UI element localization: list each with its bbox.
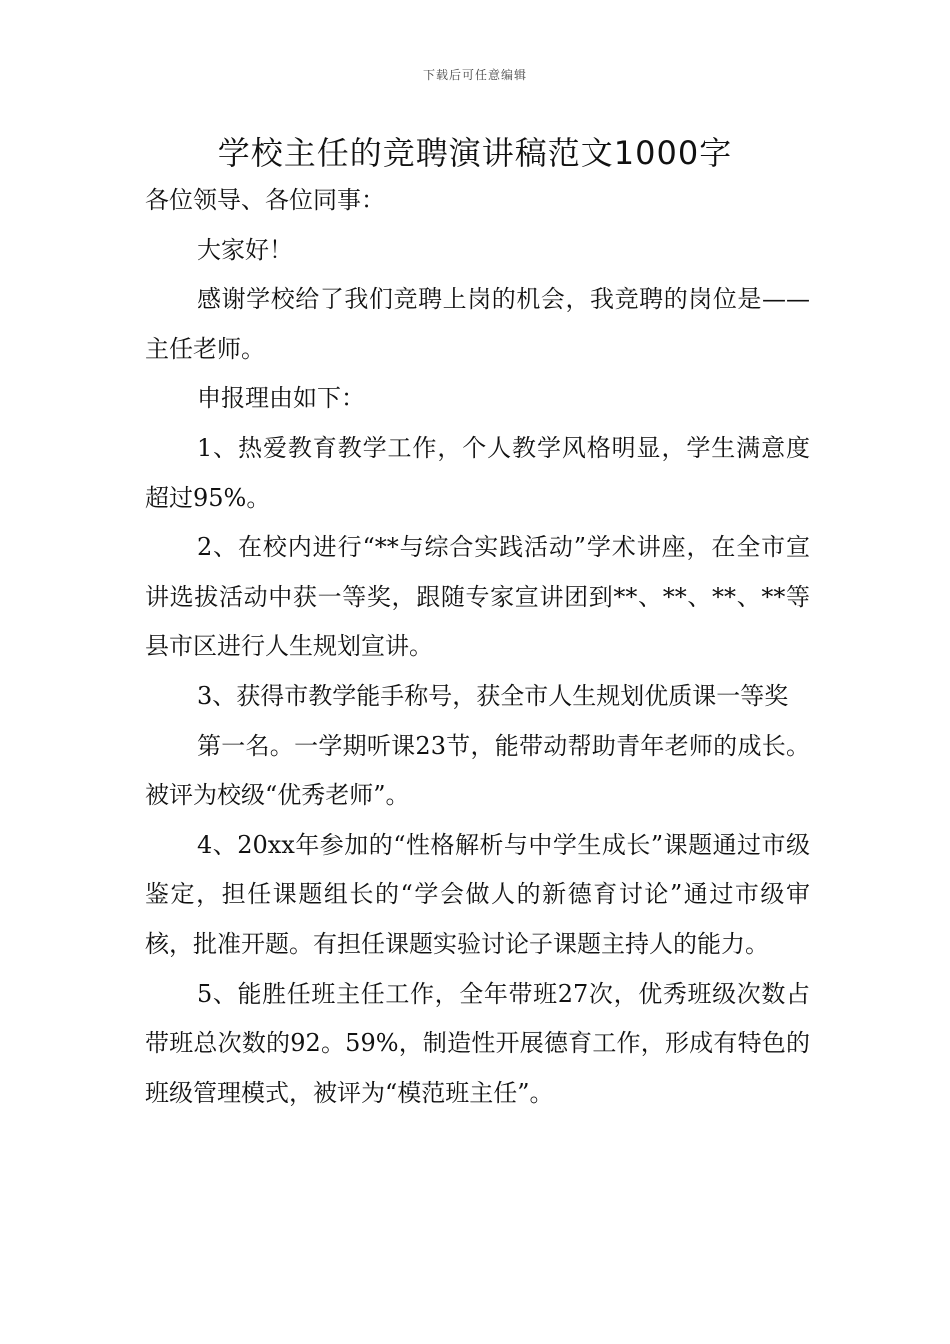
paragraph-reason-5: 5、能胜任班主任工作，全年带班27次，优秀班级次数占带班总次数的92。59%，制造性开展德育工作，形成有特色的班级管理模式，被评为“模范班主任”。 <box>145 979 810 1107</box>
salutation: 各位领导、各位同事： <box>145 186 385 214</box>
paragraph-greeting: 大家好！ <box>197 235 293 264</box>
document-title: 学校主任的竞聘演讲稿范文1000字 <box>217 134 733 172</box>
paragraph-reason-3-continued: 第一名。一学期听课23节，能带动帮助青年老师的成长。被评为校级“优秀老师”。 <box>145 731 810 810</box>
header-note: 下载后可任意编辑 <box>422 68 527 82</box>
paragraph-reason-1: 1、热爱教育教学工作，个人教学风格明显，学生满意度超过95%。 <box>145 433 810 512</box>
paragraph-reason-2: 2、在校内进行“**与综合实践活动”学术讲座，在全市宣讲选拔活动中获一等奖，跟随专家宣讲团到**、**、**、**等县市区进行人生规划宣讲。 <box>145 533 810 661</box>
paragraph-reason-4: 4、20xx年参加的“性格解析与中学生成长”课题通过市级鉴定，担任课题组长的“学会做人的新德育讨论”通过市级审核，批准开题。有担任课题实验讨论子课题主持人的能力。 <box>145 830 810 958</box>
paragraph-reason-3: 3、获得市教学能手称号，获全市人生规划优质课一等奖 <box>197 681 789 710</box>
paragraph-thanks: 感谢学校给了我们竞聘上岗的机会，我竞聘的岗位是——主任老师。 <box>145 285 810 363</box>
document-body <box>145 176 810 1118</box>
paragraph-reasons-intro: 申报理由如下： <box>197 384 365 413</box>
